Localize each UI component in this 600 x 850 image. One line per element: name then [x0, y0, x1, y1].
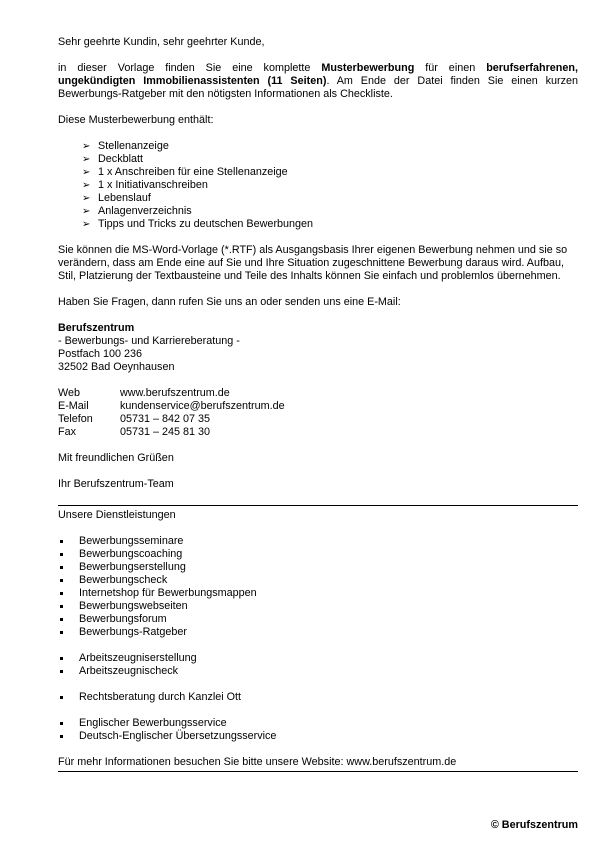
website-info-line: Für mehr Informationen besuchen Sie bitte unsere Website: www.berufszentrum.de	[58, 756, 457, 768]
contact-label: Web	[58, 387, 81, 399]
list-item	[82, 166, 578, 179]
list-item-label: Bewerbungscheck	[79, 574, 168, 586]
arrow-bullet-icon: ➢	[82, 154, 91, 165]
address-city: 32502 Bad Oeynhausen	[58, 361, 175, 373]
list-item	[82, 140, 578, 153]
list-item-label: Arbeitszeugnischeck	[79, 665, 179, 677]
square-bullet-icon	[60, 722, 63, 725]
list-item	[58, 626, 578, 639]
list-item-label: Bewerbungsforum	[79, 613, 167, 625]
list-item	[82, 192, 578, 205]
intro-text-3: . Am Ende der Datei finden Sie einen kurzen Bewerbungs-Ratgeber mit den nötigsten Informationen als Checkliste.	[58, 75, 578, 100]
arrow-bullet-icon: ➢	[82, 219, 91, 230]
contact-row	[58, 400, 285, 413]
copyright-notice: © Berufszentrum	[490, 819, 578, 831]
square-bullet-icon	[60, 605, 63, 608]
list-item	[58, 574, 578, 587]
contact-row	[58, 387, 285, 400]
intro-text-2: für einen	[414, 62, 487, 74]
contents-heading: Diese Musterbewerbung enthält:	[58, 114, 214, 126]
list-item	[82, 205, 578, 218]
contact-email[interactable]: kundenservice@berufszentrum.de	[120, 400, 285, 412]
arrow-bullet-icon: ➢	[82, 206, 91, 217]
services-list-group-4	[58, 717, 578, 743]
services-list-group-3	[58, 691, 578, 704]
arrow-bullet-icon: ➢	[82, 180, 91, 191]
list-item	[58, 717, 578, 730]
list-item-label: Bewerbungswebseiten	[79, 600, 188, 612]
services-list-group-1	[58, 535, 578, 639]
intro-paragraph	[58, 62, 578, 101]
contact-label: Fax	[58, 426, 76, 438]
org-name: Berufszentrum	[58, 322, 135, 334]
square-bullet-icon	[60, 735, 63, 738]
square-bullet-icon	[60, 657, 63, 660]
square-bullet-icon	[60, 540, 63, 543]
arrow-bullet-icon: ➢	[82, 141, 91, 152]
services-list-group-2	[58, 652, 578, 678]
list-item	[58, 548, 578, 561]
contact-label: E-Mail	[58, 400, 89, 412]
contact-row	[58, 426, 285, 439]
contents-list	[58, 140, 578, 231]
list-item	[82, 179, 578, 192]
usage-paragraph: Sie können die MS-Word-Vorlage (*.RTF) als Ausgangsbasis Ihrer eigenen Bewerbung nehmen und sie so verändern, dass am Ende eine auf Sie und Ihre Situation zugeschnittene Bewerbung daraus wird. Aufbau, Stil, Platzierung der Textbausteine und Teile des Inhalts können Sie einfach und problemlos übernehmen.	[58, 244, 568, 282]
contact-row	[58, 413, 285, 426]
list-item	[58, 730, 578, 743]
footer-divider	[58, 771, 578, 772]
square-bullet-icon	[60, 618, 63, 621]
contact-web[interactable]: www.berufszentrum.de	[120, 387, 230, 399]
list-item-label: Lebenslauf	[98, 192, 151, 204]
org-subtitle: - Bewerbungs- und Karriereberatung -	[58, 335, 240, 347]
services-heading: Unsere Dienstleistungen	[58, 509, 176, 521]
list-item-label: Anlagenverzeichnis	[98, 205, 192, 217]
list-item-label: 1 x Initiativanschreiben	[98, 179, 208, 191]
section-divider	[58, 505, 578, 506]
square-bullet-icon	[60, 553, 63, 556]
list-item-label: Stellenanzeige	[98, 140, 169, 152]
list-item-label: Bewerbungs-Ratgeber	[79, 626, 188, 638]
list-item	[58, 561, 578, 574]
list-item	[58, 587, 578, 600]
list-item-label: Bewerbungserstellung	[79, 561, 186, 573]
list-item-label: Bewerbungscoaching	[79, 548, 183, 560]
square-bullet-icon	[60, 696, 63, 699]
list-item-label: Deckblatt	[98, 153, 144, 165]
list-item	[58, 600, 578, 613]
contact-table	[58, 387, 285, 439]
arrow-bullet-icon: ➢	[82, 167, 91, 178]
document-page	[58, 36, 578, 775]
list-item	[58, 652, 578, 665]
list-item	[58, 691, 578, 704]
contact-label: Telefon	[58, 413, 93, 425]
list-item	[58, 535, 578, 548]
list-item-label: Rechtsberatung durch Kanzlei Ott	[79, 691, 242, 703]
list-item	[58, 613, 578, 626]
list-item	[82, 153, 578, 166]
contact-fax: 05731 – 245 81 30	[120, 426, 211, 438]
questions-line: Haben Sie Fragen, dann rufen Sie uns an oder senden uns eine E-Mail:	[58, 296, 401, 308]
list-item-label: Bewerbungsseminare	[79, 535, 184, 547]
list-item-label: 1 x Anschreiben für eine Stellenanzeige	[98, 166, 288, 178]
list-item-label: Arbeitszeugniserstellung	[79, 652, 197, 664]
square-bullet-icon	[60, 631, 63, 634]
greeting: Sehr geehrte Kundin, sehr geehrter Kunde,	[58, 36, 265, 48]
closing-line: Mit freundlichen Grüßen	[58, 452, 174, 464]
arrow-bullet-icon: ➢	[82, 193, 91, 204]
list-item	[82, 218, 578, 231]
intro-bold-1: Musterbewerbung	[321, 62, 415, 74]
address-street: Postfach 100 236	[58, 348, 143, 360]
square-bullet-icon	[60, 579, 63, 582]
square-bullet-icon	[60, 670, 63, 673]
list-item	[58, 665, 578, 678]
list-item-label: Internetshop für Bewerbungsmappen	[79, 587, 257, 599]
intro-bold-2: berufserfahrenen, ungekündigten Immobilienassistenten (11 Seiten)	[58, 62, 578, 87]
list-item-label: Deutsch-Englischer Übersetzungsservice	[79, 730, 277, 742]
intro-text-1: in dieser Vorlage finden Sie eine komplette	[58, 62, 322, 74]
contact-phone: 05731 – 842 07 35	[120, 413, 211, 425]
list-item-label: Englischer Bewerbungsservice	[79, 717, 227, 729]
list-item-label: Tipps und Tricks zu deutschen Bewerbungen	[98, 218, 314, 230]
square-bullet-icon	[60, 592, 63, 595]
square-bullet-icon	[60, 566, 63, 569]
signature-line: Ihr Berufszentrum-Team	[58, 478, 174, 490]
address-block	[58, 322, 578, 374]
